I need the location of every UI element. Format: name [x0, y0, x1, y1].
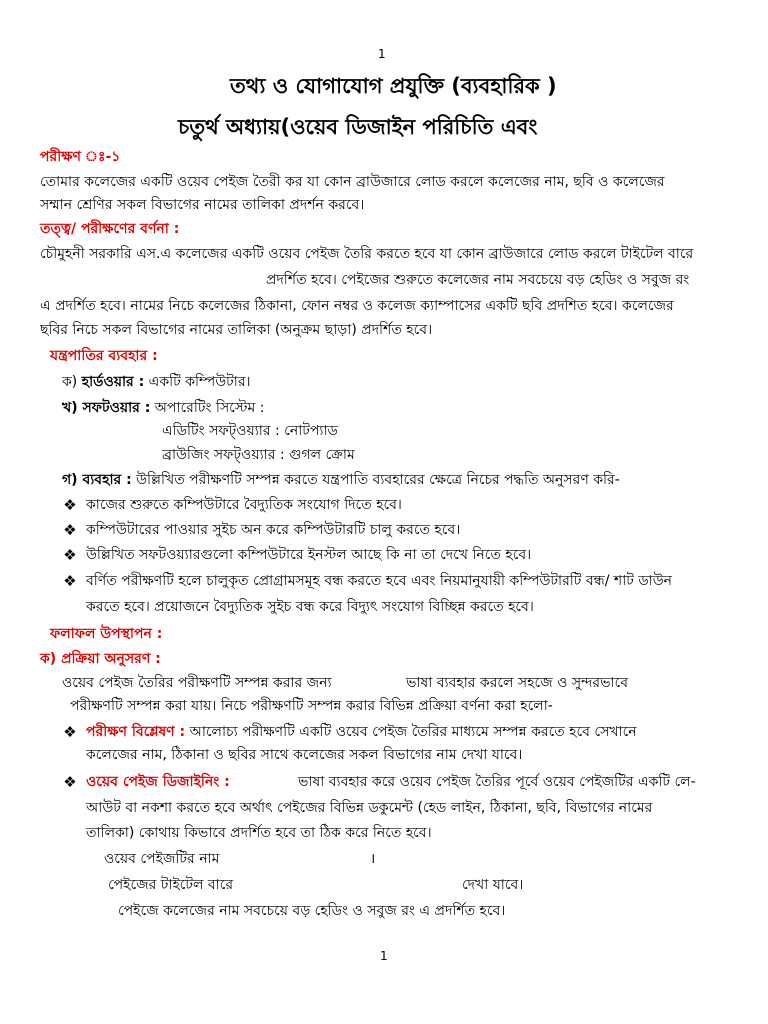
usage-line [62, 470, 620, 490]
experiment-text-line-1: তোমার কলেজের একটি ওয়েব পেইজ তৈরী কর যা কোন ব্রাউজারে লোড করলে কলেজের নাম, ছবি ও কলেজের [40, 174, 665, 190]
software-line [62, 398, 264, 418]
bullet-2: কম্পিউটারের পাওয়ার সুইচ অন করে কম্পিউটারটি চালু করতে হবে। [86, 522, 461, 538]
title-bar-line-end: দেখা যাবে। [462, 877, 524, 893]
bullet-4-line-1: বর্ণিত পরীক্ষণটি হলে চালুকৃত প্রোগ্রামসমূহ বন্ধ করতে হবে এবং নিয়মানুযায়ী কম্পিউটারটি বন্ধ/ শাট ডাউন [86, 573, 672, 589]
hardware-label: হার্ডওয়ার : [81, 374, 145, 390]
process-line-2: পরীক্ষণটি সম্পন্ন করা যায়। নিচে পরীক্ষণটি সম্পন্ন করার বিভিন্ন প্রক্রিয়া বর্ণনা করা হলো- [70, 698, 553, 714]
process-line-1a: ওয়েব পেইজ তৈরির পরীক্ষণটি সম্পন্ন করার জন্য [62, 675, 332, 691]
analysis-text-line-2: কলেজের নাম, ঠিকানা ও ছবির সাথে কলেজের সকল বিভাগের নাম দেখা যাবে। [86, 747, 523, 763]
diamond-bullet-icon: ❖ [63, 572, 77, 590]
theory-text-line-4: ছবির নিচে সকল বিভাগের নামের তালিকা (অনুক্রম ছাড়া) প্রদর্শিত হবে। [40, 322, 433, 338]
process-line-1b: ভাষা ব্যবহার করলে সহজে ও সুন্দরভাবে [406, 675, 628, 691]
process-label: ক) প্রক্রিয়া অনুসরণ : [40, 651, 161, 667]
hardware-text: একটি কম্পিউটার। [144, 374, 251, 390]
experiment-text-line-2: সম্মান শ্রেণির সকল বিভাগের নামের তালিকা প্রদর্শন করবে। [40, 197, 365, 213]
experiment-label: পরীক্ষণ ঃ-১ [40, 149, 121, 165]
design-text-line-2: আউট বা নকশা করতে হবে অর্থাৎ পেইজের বিভিন্ন ডকুমেন্ট (হেড লাইন, ঠিকানা, ছবি, বিভাগের নামের [86, 800, 653, 816]
hardware-prefix: ক) [62, 374, 82, 390]
software-browser: ব্রাউজিং সফট্ওয়্যার : গুগল ক্রোম [162, 447, 355, 463]
diamond-bullet-icon: ❖ [63, 723, 77, 741]
usage-label: গ) ব্যবহার : [62, 472, 132, 488]
analysis-text: আলোচ্য পরীক্ষণটি একটি ওয়েব পেইজ তৈরির মাধ্যমে সম্পন্ন করতে হবে সেখানে [185, 724, 637, 740]
analysis-label: পরীক্ষণ বিশ্লেষণ : [86, 724, 186, 740]
software-text: অপারেটিং সিস্টেম : [150, 400, 265, 416]
software-label: খ) সফটওয়ার : [62, 400, 151, 416]
theory-text-line-1: চৌমুহনী সরকারি এস.এ কলেজের একটি ওয়েব পেইজ তৈরি করতে হবে যা কোন ব্রাউজারে লোড করলে টাইটেল বারে [40, 246, 694, 262]
theory-text-line-2: প্রদর্শিত হবে। পেইজের শুরুতে কলেজের নাম সবচেয়ে বড় হেডিং ও সবুজ রং [266, 272, 690, 288]
bullet-3: উল্লিখিত সফটওয়্যারগুলো কম্পিউটারে ইনস্টল আছে কি না তা দেখে নিতে হবে। [86, 547, 532, 563]
title-bar-line: পেইজের টাইটেল বারে [108, 877, 234, 893]
software-editor: এডিটিং সফট্ওয়্যার : নোটপ্যাড [162, 423, 338, 439]
diamond-bullet-icon: ❖ [63, 546, 77, 564]
web-page-name: ওয়েব পেইজটির নাম [104, 851, 220, 867]
equipment-label: যন্ত্রপাতির ব্যবহার : [50, 348, 158, 364]
result-label: ফলাফল উপস্থাপন : [50, 626, 163, 642]
hardware-line [62, 372, 251, 392]
usage-text: উল্লিখিত পরীক্ষণটি সম্পন্ন করতে যন্ত্রপাতি ব্যবহারের ক্ষেত্রে নিচের পদ্ধতি অনুসরণ করি- [131, 472, 620, 488]
theory-label: তত্ত্ব/ পরীক্ষণের বর্ণনা : [40, 221, 180, 237]
diamond-bullet-icon: ❖ [63, 496, 77, 514]
web-page-name-end: । [370, 851, 376, 867]
heading-line: পেইজে কলেজের নাম সবচেয়ে বড় হেডিং ও সবুজ রং এ প্রদর্শিত হবে। [118, 903, 506, 919]
page-number-bottom: 1 [380, 949, 388, 963]
design-text-line-1: ভাষা ব্যবহার করে ওয়েব পেইজ তৈরির পূর্বে ওয়েব পেইজটির একটি লে- [298, 774, 696, 790]
diamond-bullet-icon: ❖ [63, 773, 77, 791]
diamond-bullet-icon: ❖ [63, 521, 77, 539]
bullet-4-line-2: করতে হবে। প্রয়োজনে বৈদ্যুতিক সুইচ বন্ধ করে বিদ্যুৎ সংযোগ বিচ্ছিন্ন করতে হবে। [86, 599, 534, 615]
design-label: ওয়েব পেইজ ডিজাইনিং : [86, 774, 230, 790]
theory-text-line-3: এ প্রদর্শিত হবে। নামের নিচে কলেজের ঠিকানা, ফোন নম্বর ও কলেজ ক্যাম্পাসের একটি ছবি প্রদশিত হবে। কলেজের [40, 298, 674, 314]
design-text-line-3: তালিকা) কোথায় কিভাবে প্রদর্শিত হবে তা ঠিক করে নিতে হবে। [86, 825, 432, 841]
analysis-line [86, 722, 637, 742]
bullet-1: কাজের শুরুতে কম্পিউটারে বৈদ্যুতিক সংযোগ দিতে হবে। [86, 497, 402, 513]
title-line-1: তথ্য ও যোগাযোগ প্রযুক্তি (ব্যবহারিক ) [230, 74, 557, 98]
title-line-2: চতুর্থ অধ্যায়(ওয়েব ডিজাইন পরিচিতি এবং [178, 115, 538, 139]
page-number-top: 1 [378, 47, 386, 61]
